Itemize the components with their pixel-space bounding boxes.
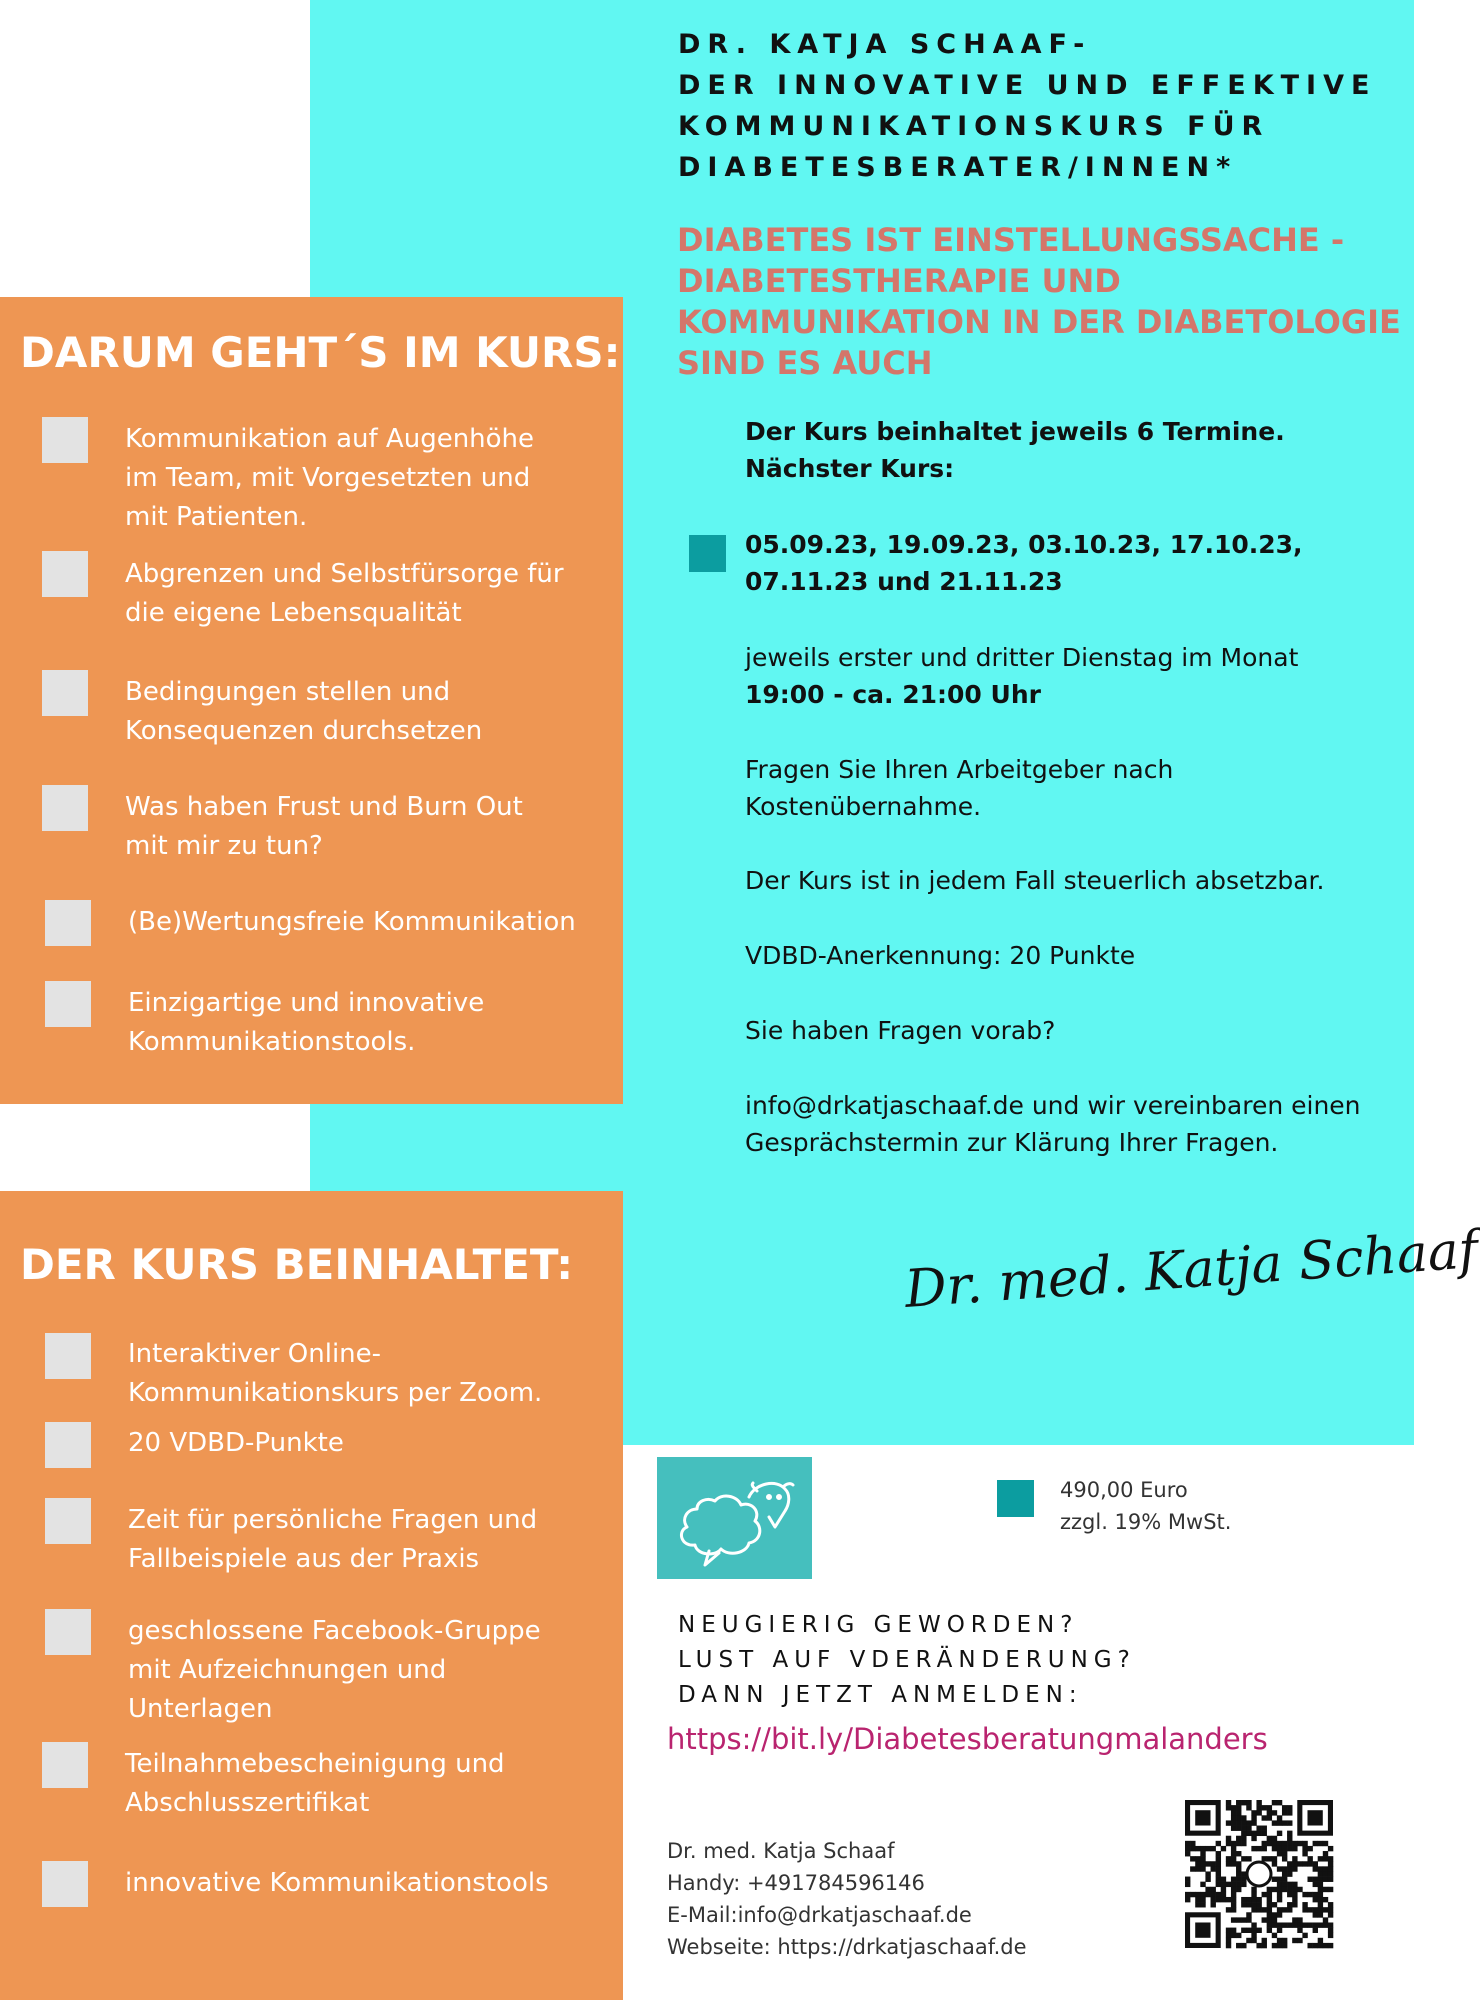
header-title-line: KOMMUNIKATIONSKURS FÜR <box>678 111 1270 142</box>
content-item <box>128 1501 537 1579</box>
content-item-line: geschlossene Facebook-Gruppe <box>128 1616 541 1646</box>
checkbox <box>45 1498 91 1544</box>
bullet-square <box>689 535 726 572</box>
checkbox <box>42 1861 88 1907</box>
course-schedule-line: jeweils erster und dritter Dienstag im Monat <box>745 643 1299 672</box>
price <box>1060 1474 1231 1538</box>
vdbd-recognition: VDBD-Anerkennung: 20 Punkte <box>745 941 1136 970</box>
content-item-line: Kommunikationskurs per Zoom. <box>128 1378 543 1408</box>
subtitle-line: KOMMUNIKATION IN DER DIABETOLOGIE <box>677 303 1401 341</box>
cta-line: DANN JETZT ANMELDEN: <box>678 1682 1083 1708</box>
qr-code-icon[interactable] <box>1185 1800 1333 1948</box>
employer-note <box>745 751 1173 825</box>
contact-invitation-line: info@drkatjaschaaf.de und wir vereinbaren einen <box>745 1091 1361 1120</box>
subtitle-line: DIABETESTHERAPIE UND <box>677 262 1121 300</box>
topic-item-line: Konsequenzen durchsetzen <box>125 716 483 746</box>
course-dates-line: 07.11.23 und 21.11.23 <box>745 567 1063 596</box>
topic-item <box>128 903 576 942</box>
topic-item-line: Bedingungen stellen und <box>125 677 451 707</box>
section-contents-title: DER KURS BEINHALTET: <box>20 1240 574 1289</box>
price-bullet-square <box>997 1480 1034 1517</box>
checkbox <box>42 785 88 831</box>
qr-code-graphic <box>1185 1800 1333 1948</box>
contact-details <box>667 1835 1027 1963</box>
checkbox <box>45 1333 91 1379</box>
course-intro-line: Der Kurs beinhaltet jeweils 6 Termine. <box>745 417 1285 446</box>
checkbox <box>45 1609 91 1655</box>
content-item-line: Unterlagen <box>128 1694 273 1724</box>
header-title-line: DR. KATJA SCHAAF- <box>678 29 1092 60</box>
topic-item-line: Abgrenzen und Selbstfürsorge für <box>125 559 564 589</box>
contact-email: E-Mail:info@drkatjaschaaf.de <box>667 1903 972 1927</box>
course-dates <box>745 526 1303 600</box>
content-item-line: Teilnahmebescheinigung und <box>125 1749 505 1779</box>
topic-item <box>125 420 534 537</box>
checkbox <box>42 670 88 716</box>
topic-item-line: Kommunikation auf Augenhöhe <box>125 424 535 454</box>
topic-item-line: die eigene Lebensqualität <box>125 598 462 628</box>
price-tax-note: zzgl. 19% MwSt. <box>1060 1510 1232 1534</box>
topic-item-line: Was haben Frust und Burn Out <box>125 792 523 822</box>
tax-note: Der Kurs ist in jedem Fall steuerlich absetzbar. <box>745 866 1325 895</box>
content-item-line: Fallbeispiele aus der Praxis <box>128 1544 480 1574</box>
contact-website: Webseite: https://drkatjaschaaf.de <box>667 1935 1027 1959</box>
content-item <box>128 1424 344 1463</box>
signature: Dr. med. Katja Schaaf <box>902 1220 1480 1320</box>
questions-prompt: Sie haben Fragen vorab? <box>745 1016 1056 1045</box>
course-schedule <box>745 639 1298 713</box>
header-title-line: DER INNOVATIVE UND EFFEKTIVE <box>678 70 1377 101</box>
contact-phone: Handy: +491784596146 <box>667 1871 925 1895</box>
employer-note-line: Fragen Sie Ihren Arbeitgeber nach <box>745 755 1174 784</box>
cta-line: LUST AUF VDERÄNDERUNG? <box>678 1647 1136 1673</box>
header-title-line: DIABETESBERATER/INNEN* <box>678 152 1238 183</box>
course-intro-line: Nächster Kurs: <box>745 454 955 483</box>
price-amount: 490,00 Euro <box>1060 1478 1188 1502</box>
course-dates-line: 05.09.23, 19.09.23, 03.10.23, 17.10.23, <box>745 530 1303 559</box>
checkbox <box>45 1422 91 1468</box>
topic-item-line: mit Patienten. <box>125 502 308 532</box>
call-to-action <box>678 1608 1136 1713</box>
topic-item-line: Einzigartige und innovative <box>128 988 485 1018</box>
content-item <box>128 1612 541 1729</box>
sheep-speech-bubble-icon <box>657 1457 812 1579</box>
header-title <box>678 24 1376 188</box>
topic-item-line: Kommunikationstools. <box>128 1027 416 1057</box>
content-item <box>125 1864 549 1903</box>
checkbox <box>45 900 91 946</box>
registration-link[interactable]: https://bit.ly/Diabetesberatungmalanders <box>667 1722 1268 1756</box>
topic-item <box>128 984 484 1062</box>
subtitle-line: DIABETES IST EINSTELLUNGSSACHE - <box>677 221 1345 259</box>
topic-item <box>125 673 482 751</box>
content-item-line: innovative Kommunikationstools <box>125 1868 549 1898</box>
checkbox <box>42 551 88 597</box>
course-time: 19:00 - ca. 21:00 Uhr <box>745 680 1041 709</box>
contact-invitation-line: Gesprächstermin zur Klärung Ihrer Fragen. <box>745 1128 1279 1157</box>
checkbox <box>42 1742 88 1788</box>
content-item-line: 20 VDBD-Punkte <box>128 1428 344 1458</box>
topic-item-line: (Be)Wertungsfreie Kommunikation <box>128 907 576 937</box>
checkbox <box>45 981 91 1027</box>
content-item-line: Abschlusszertifikat <box>125 1788 370 1818</box>
content-item-line: Zeit für persönliche Fragen und <box>128 1505 538 1535</box>
content-item-line: Interaktiver Online- <box>128 1339 382 1369</box>
topic-item <box>125 555 564 633</box>
course-intro <box>745 413 1285 487</box>
logo <box>657 1457 812 1579</box>
topic-item-line: im Team, mit Vorgesetzten und <box>125 463 531 493</box>
topic-item-line: mit mir zu tun? <box>125 831 323 861</box>
contact-name: Dr. med. Katja Schaaf <box>667 1839 895 1863</box>
subtitle <box>677 220 1401 384</box>
contact-invitation <box>745 1087 1361 1161</box>
content-item <box>125 1745 505 1823</box>
cta-line: NEUGIERIG GEWORDEN? <box>678 1612 1079 1638</box>
subtitle-line: SIND ES AUCH <box>677 344 933 382</box>
section-topics-title: DARUM GEHT´S IM KURS: <box>20 328 621 377</box>
content-item <box>128 1335 542 1413</box>
content-item-line: mit Aufzeichnungen und <box>128 1655 447 1685</box>
checkbox <box>42 417 88 463</box>
topic-item <box>125 788 523 866</box>
employer-note-line: Kostenübernahme. <box>745 792 982 821</box>
